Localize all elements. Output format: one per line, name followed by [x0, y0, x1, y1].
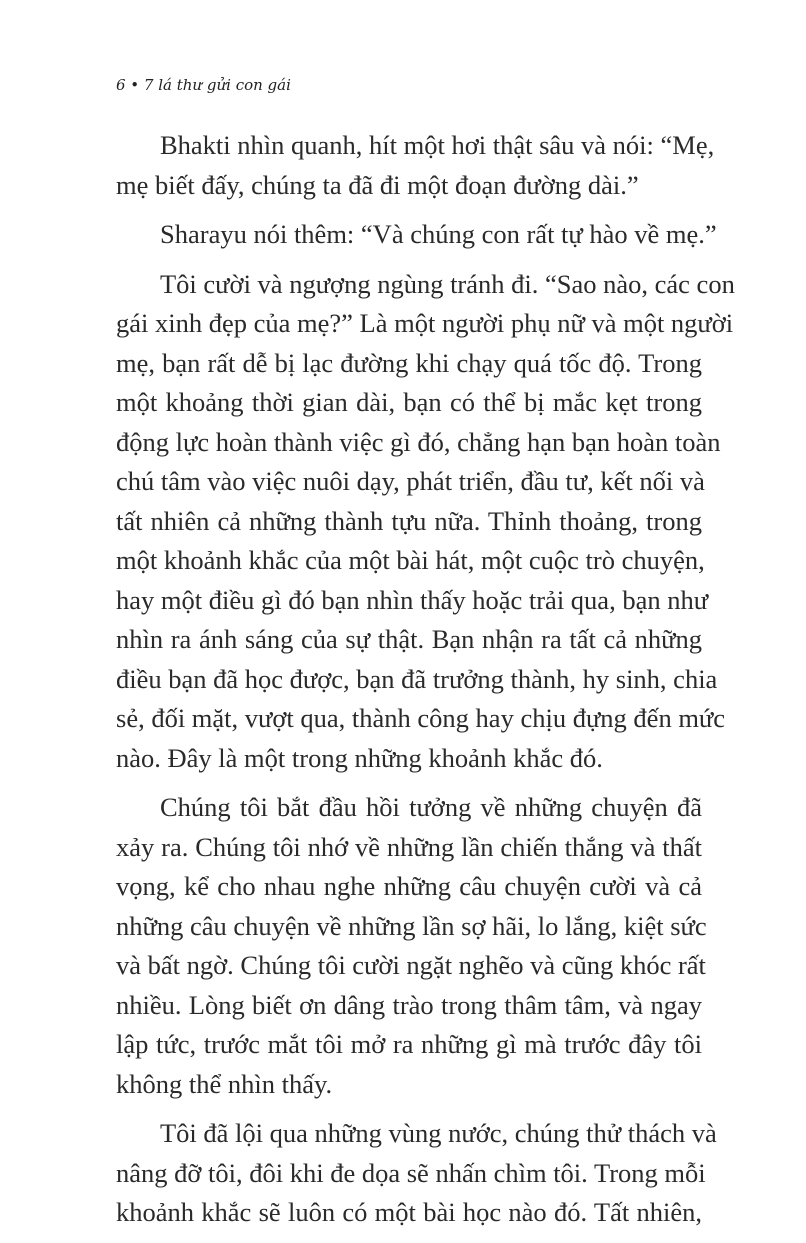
- text-line: một khoảnh khắc của một bài hát, một cuộc trò chuyện,: [116, 545, 705, 575]
- text-line: Sharayu nói thêm: “Và chúng con rất tự hào về mẹ.”: [160, 219, 717, 249]
- text-line: động lực hoàn thành việc gì đó, chẳng hạn bạn hoàn toàn: [116, 426, 721, 457]
- text-line: mẹ, bạn rất dễ bị lạc đường khi chạy quá tốc độ. Trong: [116, 347, 702, 378]
- text-line: vọng, kể cho nhau nghe những câu chuyện cười và cả: [116, 871, 702, 901]
- text-line: Bhakti nhìn quanh, hít một hơi thật sâu và nói: “Mẹ,: [160, 130, 715, 160]
- text-line: nhiều. Lòng biết ơn dâng trào trong thâm tâm, và ngay: [116, 989, 702, 1020]
- text-line: điều bạn đã học được, bạn đã trưởng thành, hy sinh, chia: [116, 663, 718, 694]
- text-line: nhìn ra ánh sáng của sự thật. Bạn nhận ra tất cả những: [116, 624, 702, 654]
- paragraph: [116, 215, 717, 255]
- paragraph: [116, 265, 735, 779]
- page-body: [116, 126, 735, 1243]
- text-line: Tôi đã lội qua những vùng nước, chúng thử thách và: [160, 1118, 717, 1148]
- paragraph: [116, 788, 707, 1104]
- text-line: hay một điều gì đó bạn nhìn thấy hoặc trải qua, bạn như: [116, 584, 709, 615]
- text-line: chú tâm vào việc nuôi dạy, phát triển, đầu tư, kết nối và: [116, 466, 705, 496]
- text-line: nâng đỡ tôi, đôi khi đe dọa sẽ nhấn chìm tôi. Trong mỗi: [116, 1157, 706, 1188]
- paragraph: [116, 126, 715, 205]
- text-line: một khoảng thời gian dài, bạn có thể bị mắc kẹt trong: [116, 387, 702, 417]
- text-line: và bất ngờ. Chúng tôi cười ngặt nghẽo và cũng khóc rất: [116, 950, 706, 980]
- text-line: tất nhiên cả những thành tựu nữa. Thỉnh thoảng, trong: [116, 505, 702, 536]
- text-line: khoảnh khắc sẽ luôn có một bài học nào đó. Tất nhiên,: [116, 1197, 702, 1227]
- text-line: lập tức, trước mắt tôi mở ra những gì mà trước đây tôi: [116, 1029, 702, 1059]
- text-line: xảy ra. Chúng tôi nhớ về những lần chiến thắng và thất: [116, 831, 702, 862]
- text-line: mẹ biết đấy, chúng ta đã đi một đoạn đường dài.”: [116, 169, 639, 200]
- running-header: 6 • 7 lá thư gửi con gái: [116, 76, 291, 94]
- text-line: những câu chuyện về những lần sợ hãi, lo lắng, kiệt sức: [116, 910, 707, 941]
- text-line: gái xinh đẹp của mẹ?” Là một người phụ nữ và một người: [116, 308, 734, 338]
- text-line: sẻ, đối mặt, vượt qua, thành công hay chịu đựng đến mức: [116, 703, 726, 733]
- text-line: nào. Đây là một trong những khoảnh khắc đó.: [116, 742, 603, 773]
- paragraph: [116, 1114, 717, 1233]
- text-line: Chúng tôi bắt đầu hồi tưởng về những chuyện đã: [160, 792, 702, 822]
- text-line: Tôi cười và ngượng ngùng tránh đi. “Sao nào, các con: [160, 268, 735, 299]
- text-line: không thể nhìn thấy.: [116, 1068, 333, 1099]
